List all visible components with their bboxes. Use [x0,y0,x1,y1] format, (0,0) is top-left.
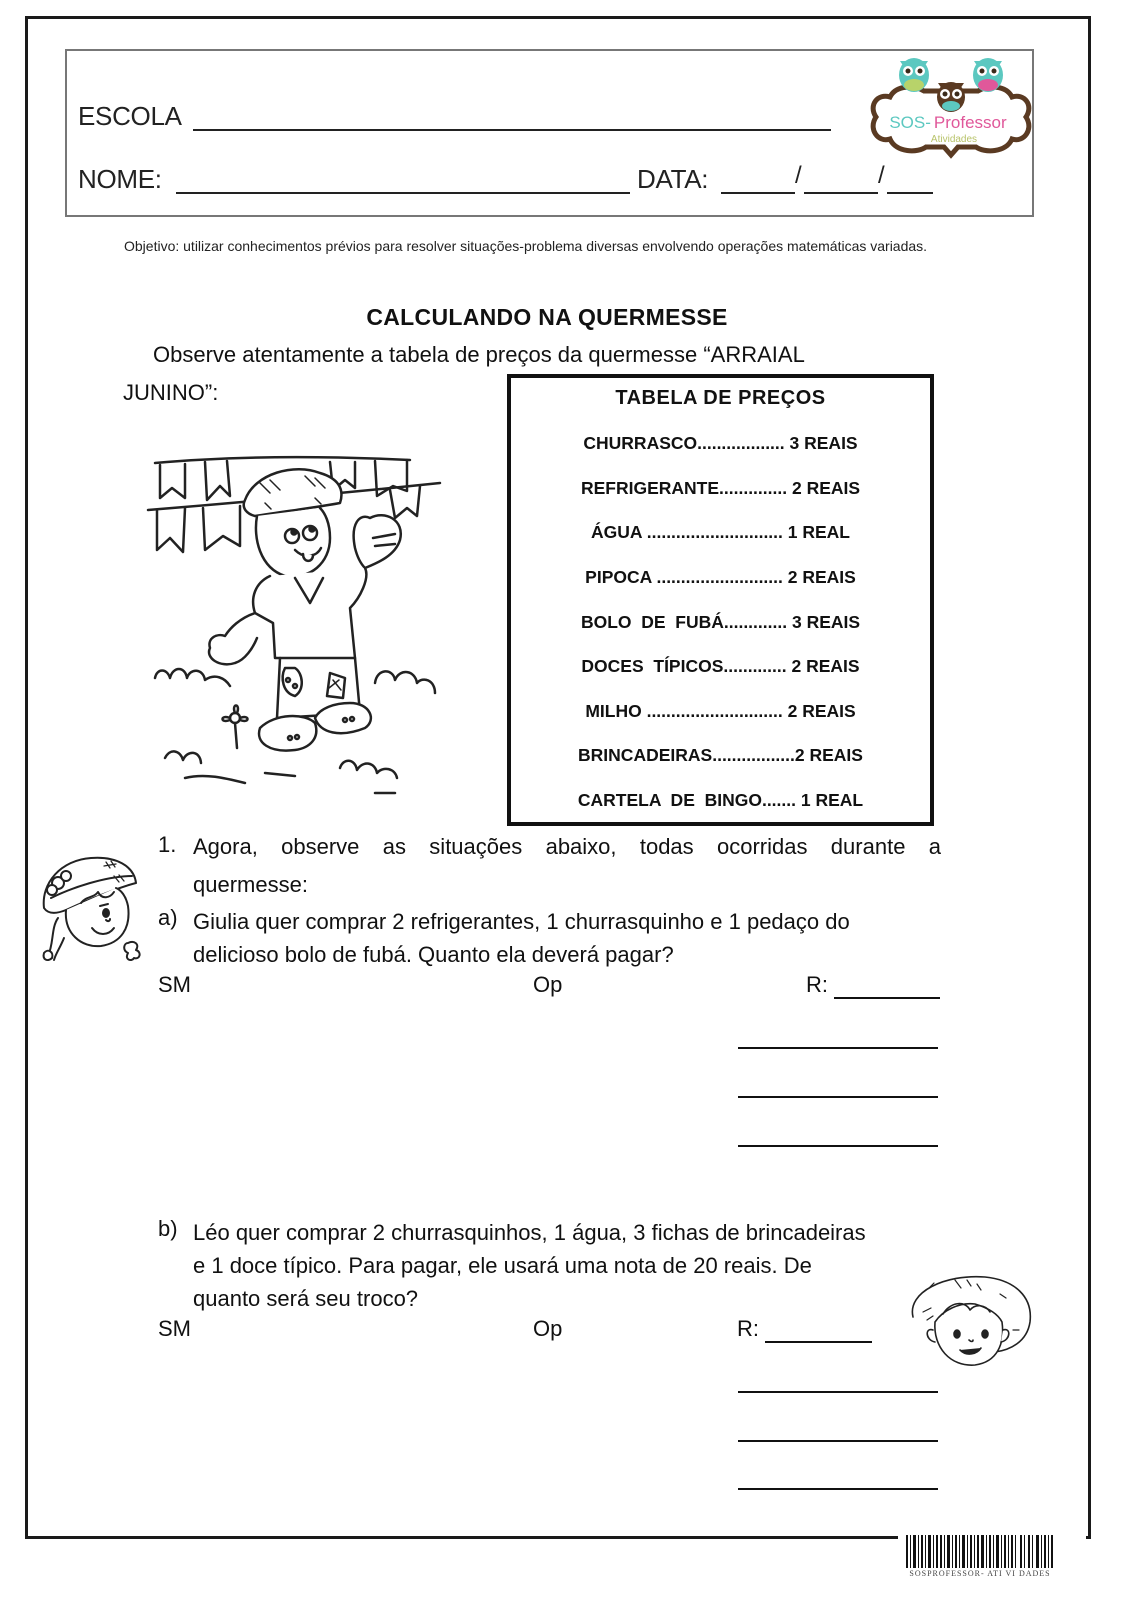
intro-line-2: JUNINO”: [123,380,219,405]
question-a-line-2: delicioso bolo de fubá. Quanto ela deverá pagar? [193,942,674,967]
question-a-answer-line-1[interactable] [834,997,940,999]
owl-logo-icon [866,55,1036,165]
question-b-answer-line-3[interactable] [738,1440,938,1442]
question-b-answer-line-4[interactable] [738,1488,938,1490]
price-row [511,701,930,722]
price-row [511,745,930,766]
price-row [511,656,930,677]
page-title-text: CALCULANDO NA QUERMESSE [366,304,728,330]
question-a-answer-line-2[interactable] [738,1047,938,1049]
price-item: CHURRASCO [583,433,698,453]
barcode-icon [906,1535,1054,1568]
question-b-line-1: Léo quer comprar 2 churrasquinhos, 1 água, 3 fichas de brincadeiras [193,1220,866,1245]
question-a-answer-line-3[interactable] [738,1096,938,1098]
price-dots: ............. [723,612,788,632]
price-value: 2 REAIS [787,701,856,721]
date-label: DATA: [637,164,709,194]
price-row [511,567,930,588]
price-value: 2 REAIS [794,745,863,765]
price-item: MILHO [585,701,647,721]
price-dots: ................. [712,745,795,765]
price-row [511,522,930,543]
name-field[interactable] [176,192,630,194]
festa-junina-boy-illustration [145,428,445,808]
page-border-bottom [25,1536,898,1539]
date-year-field[interactable] [887,192,933,194]
question-1-number: 1. [158,832,177,857]
question-b-answer-line-2[interactable] [738,1391,938,1393]
price-item: BRINCADEIRAS [578,745,713,765]
price-value: 3 REAIS [791,612,861,632]
barcode-text: SOSPROFESSOR- ATI VI DADES [909,1569,1051,1578]
question-a-label: a) [158,905,178,930]
price-value: 2 REAIS [787,567,856,587]
question-b-answer-line-1[interactable] [765,1341,872,1343]
logo-subtitle: Atividades [930,134,978,145]
date-separator-2: / [878,162,885,189]
price-dots: .................. [697,433,785,453]
question-a-r-label: R: [806,972,828,997]
price-table-title: TABELA DE PREÇOS [615,387,826,409]
price-row [511,790,930,811]
sos-professor-logo [866,55,1036,165]
objective-text: Objetivo: utilizar conhecimentos prévios para resolver situações-problema diversas envolvendo operações matemáticas variadas. [124,238,928,254]
question-a-line-1: Giulia quer comprar 2 refrigerantes, 1 churrasquinho e 1 pedaço do [193,909,850,934]
price-value: 1 REAL [787,522,850,542]
svg-text:SOS-Professor [889,113,1007,132]
price-dots: ............. [723,656,787,676]
name-label: NOME: [78,164,162,194]
price-item: CARTELA DE BINGO [577,790,762,810]
question-b-line-2: e 1 doce típico. Para pagar, ele usará uma nota de 20 reais. De [193,1253,812,1278]
price-item: REFRIGERANTE [580,478,720,498]
price-item: DOCES TÍPICOS [581,656,724,676]
page-title [0,304,1124,331]
girl-illustration [36,848,148,963]
price-dots: ............................ [646,522,783,542]
school-label: ESCOLA [78,101,182,131]
price-value: 2 REAIS [791,478,861,498]
page-border-left [25,16,28,1539]
price-row [511,612,930,633]
price-row [511,478,930,499]
boy-straw-hat-icon [905,1272,1035,1372]
boy-illustration-icon [145,428,445,808]
price-item: PIPOCA [585,567,657,587]
question-1-line-1: Agora, observe as situações abaixo, todas ocorridas durante a [193,834,941,859]
question-a-sm-label: SM [158,972,191,997]
date-separator-1: / [795,162,802,189]
date-month-field[interactable] [804,192,878,194]
question-a-answer-line-4[interactable] [738,1145,938,1147]
price-value: 1 REAL [800,790,864,810]
price-dots: ....... [761,790,796,810]
price-dots: ............................ [646,701,783,721]
price-item: BOLO DE FUBÁ [580,612,724,632]
question-b-r-label: R: [737,1316,759,1341]
page-border-bottom-corner [1086,1536,1091,1539]
question-a-op-label: Op [533,972,563,997]
page-border-top [25,16,1091,19]
question-b-line-3: quanto será seu troco? [193,1286,419,1311]
barcode [906,1535,1054,1568]
question-b-op-label: Op [533,1316,563,1341]
price-value: 3 REAIS [789,433,858,453]
logo-title-part1: SOS- [889,113,931,132]
page-border-right [1088,16,1091,1539]
school-field[interactable] [193,129,831,131]
girl-face-icon [36,848,148,963]
price-row [511,433,930,454]
price-dots: .......................... [656,567,783,587]
question-1-line-2: quermesse: [193,872,308,897]
date-day-field[interactable] [721,192,795,194]
intro-line-1: Observe atentamente a tabela de preços da quermesse “ARRAIAL [153,342,805,367]
price-value: 2 REAIS [791,656,860,676]
price-dots: .............. [719,478,788,498]
price-table [507,374,934,826]
question-b-sm-label: SM [158,1316,191,1341]
logo-title-part2: Professor [933,113,1007,132]
boy-face-illustration [905,1272,1035,1372]
price-item: ÁGUA [591,522,647,542]
question-b-label: b) [158,1216,178,1241]
